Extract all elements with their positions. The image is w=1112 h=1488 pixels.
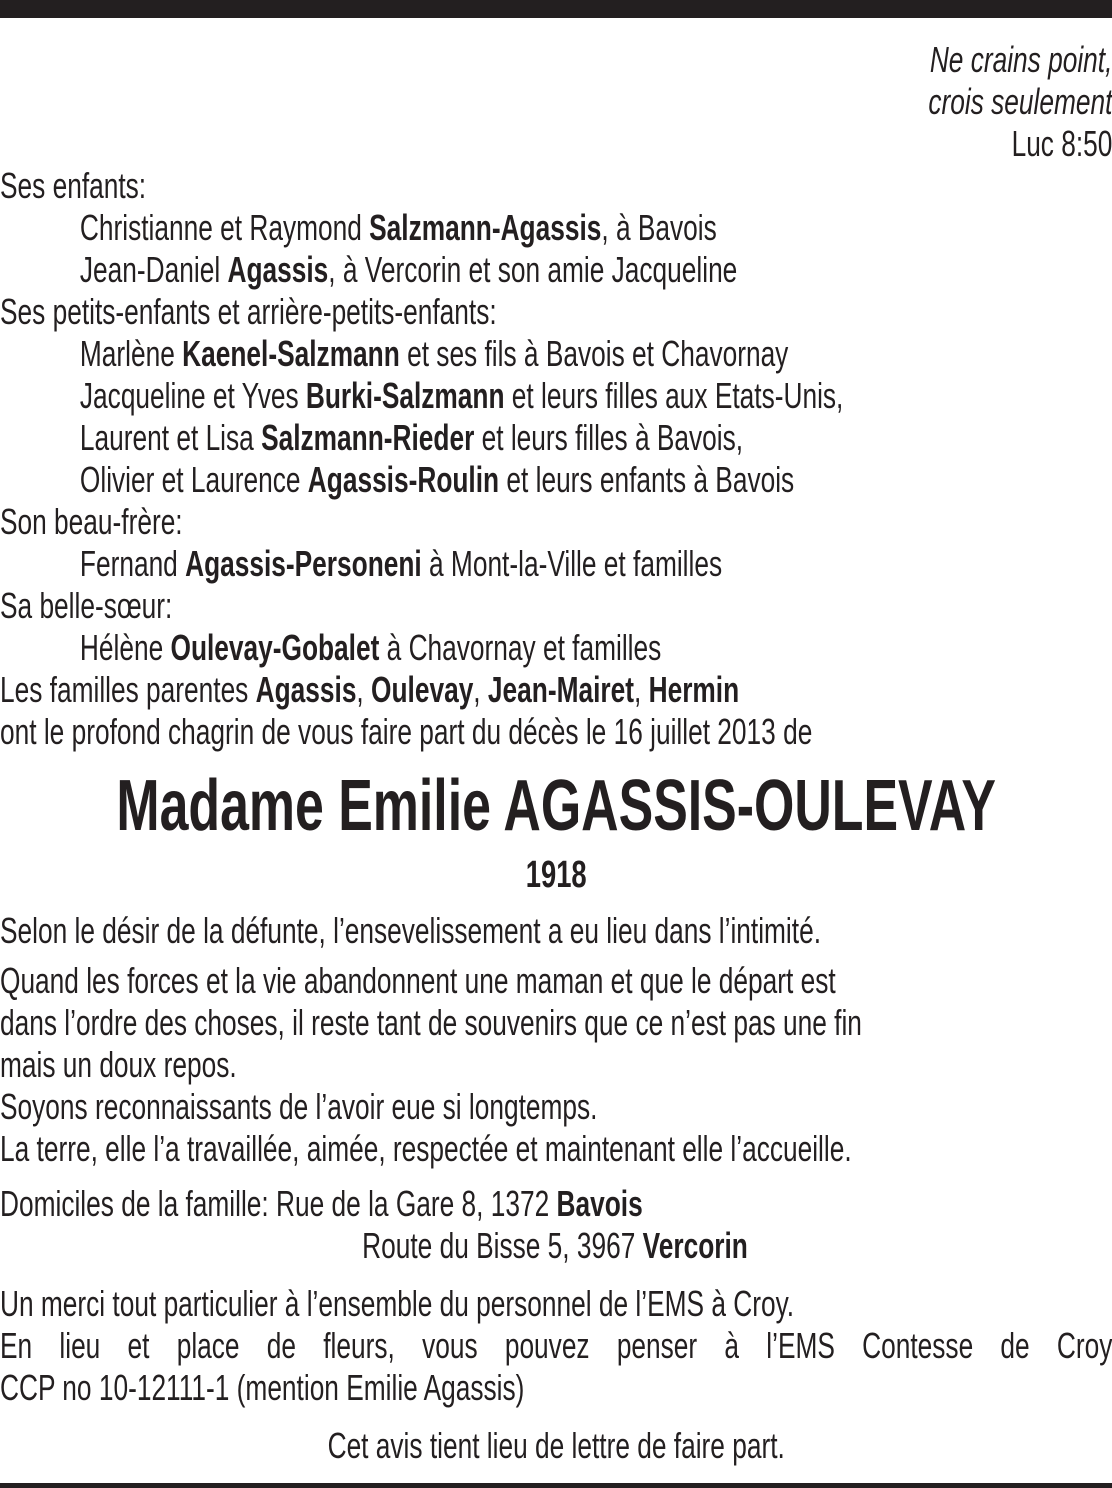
family-name: Salzmann-Rieder (261, 417, 475, 458)
family-entry: Hélène Oulevay-Gobalet à Chavornay et familles (79, 627, 662, 668)
family-entry: Jacqueline et Yves Burki-Salzmann et leurs filles aux Etats-Unis, (79, 375, 844, 416)
family-name: Kaenel-Salzmann (182, 333, 400, 374)
thanks-line: En lieu et place de fleurs, vous pouvez penser à l’EMS Contesse de Croy (0, 1325, 1112, 1366)
verse-reference: Luc 8:50 (1011, 123, 1112, 164)
poem-line: mais un doux repos. (0, 1044, 237, 1085)
family-name: Agassis-Personeni (185, 543, 422, 584)
related-families: Les familles parentes Agassis, Oulevay, Jean-Mairet, Hermin (0, 669, 740, 710)
family-entry: Fernand Agassis-Personeni à Mont-la-Ville et familles (79, 543, 723, 584)
domicile-line-2: Route du Bisse 5, 3967 Vercorin (362, 1225, 748, 1266)
thanks-line: Un merci tout particulier à l’ensemble du personnel de l’EMS à Croy. (0, 1283, 795, 1324)
family-name: Oulevay (371, 669, 474, 710)
poem-line: dans l’ordre des choses, il reste tant de souvenirs que ce n’est pas une fin (0, 1002, 862, 1043)
poem-line: La terre, elle l’a travaillée, aimée, respectée et maintenant elle l’accueille. (0, 1128, 852, 1169)
family-name: Hermin (648, 669, 740, 710)
family-entry: Jean-Daniel Agassis, à Vercorin et son amie Jacqueline (79, 249, 738, 290)
children-heading: Ses enfants: (0, 165, 147, 206)
poem-line: Quand les forces et la vie abandonnent une maman et que le départ est (0, 960, 836, 1001)
family-name: Jean-Mairet (487, 669, 634, 710)
domicile-line-1: Domiciles de la famille: Rue de la Gare 8, 1372 Bavois (0, 1183, 643, 1224)
family-entry: Laurent et Lisa Salzmann-Rieder et leurs filles à Bavois, (79, 417, 744, 458)
family-entry: Christianne et Raymond Salzmann-Agassis, à Bavois (79, 207, 717, 248)
family-name: Burki-Salzmann (305, 375, 505, 416)
verse-line-1: Ne crains point, (929, 39, 1112, 80)
verse-line-2: crois seulement (928, 81, 1112, 122)
thanks-line: CCP no 10-12111-1 (mention Emilie Agassis) (0, 1367, 525, 1408)
birth-year: 1918 (525, 854, 587, 896)
family-name: Agassis-Roulin (307, 459, 500, 500)
sister-in-law-heading: Sa belle-sœur: (0, 585, 173, 626)
family-name: Oulevay-Gobalet (170, 627, 380, 668)
brother-in-law-heading: Son beau-frère: (0, 501, 183, 542)
burial-note: Selon le désir de la défunte, l’ensevelissement a eu lieu dans l’intimité. (0, 910, 822, 951)
footer-note: Cet avis tient lieu de lettre de faire part. (327, 1425, 785, 1466)
family-name: Agassis (227, 249, 329, 290)
city: Bavois (556, 1183, 643, 1224)
family-entry: Olivier et Laurence Agassis-Roulin et leurs enfants à Bavois (79, 459, 795, 500)
poem-line: Soyons reconnaissants de l’avoir eue si longtemps. (0, 1086, 598, 1127)
deceased-name: Madame Emilie AGASSIS-OULEVAY (116, 766, 997, 846)
announcement: ont le profond chagrin de vous faire part du décès le 16 juillet 2013 de (0, 711, 813, 752)
family-name: Agassis (255, 669, 357, 710)
city: Vercorin (642, 1225, 748, 1266)
grandchildren-heading: Ses petits-enfants et arrière-petits-enfants: (0, 291, 497, 332)
bottom-rule (0, 1483, 1112, 1488)
family-entry: Marlène Kaenel-Salzmann et ses fils à Bavois et Chavornay (79, 333, 789, 374)
family-name: Salzmann-Agassis (369, 207, 602, 248)
